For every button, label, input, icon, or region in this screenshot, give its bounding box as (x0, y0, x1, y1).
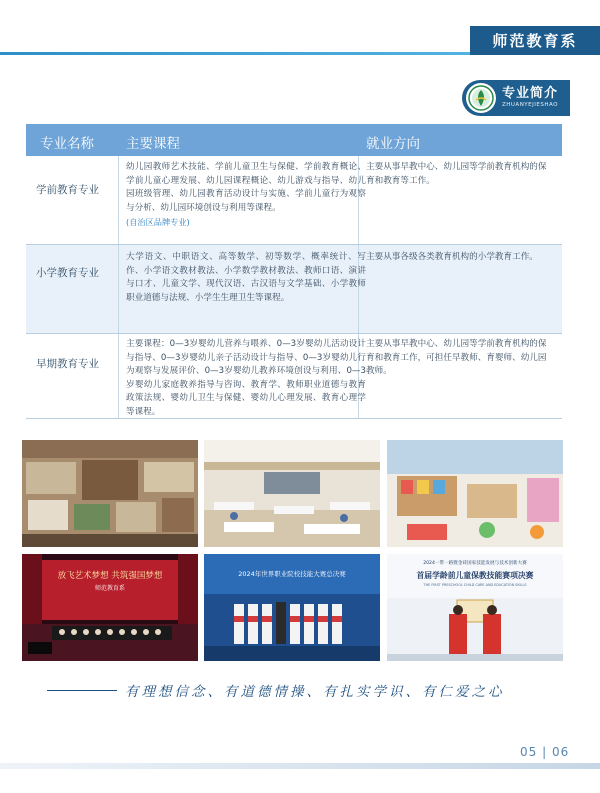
table-row (26, 245, 562, 334)
table-row (26, 334, 562, 419)
section-badge (462, 80, 570, 116)
program-name: 早期教育专业 (36, 358, 99, 370)
award-banner-main: 首届学龄前儿童保教技能赛项决赛 (416, 571, 534, 580)
concert-banner-subtext: 师范教育系 (94, 585, 126, 592)
department-tab (470, 26, 600, 55)
program-courses (126, 161, 366, 230)
program-career: 主要从事早教中心、幼儿园等学前教育机构的保育和教育工作，可担任早教师、育婴师、幼儿园教师。 (366, 339, 547, 377)
program-career: 主要从事各级各类教育机构的小学教育工作。 (366, 252, 538, 262)
brand-program-tag: (自治区品牌专业) (126, 217, 190, 228)
program-career: 主要从事早教中心、幼儿园等学前教育机构的保育和教育等工作。 (366, 162, 547, 186)
courses-text: 幼儿园教师艺术技能、学前儿童卫生与保健、学前教育概论、学前儿童心理发展、幼儿园课程概论、幼儿游戏与指导、幼儿园班级管理、幼儿园教育活动设计与实施、学前儿童行为观察与分析、幼儿园环境创设与利用等课程。 (126, 162, 366, 213)
art-wall-photo (22, 440, 198, 547)
footer-bar (0, 763, 600, 769)
school-motto: 有理想信念、有道德情操、有扎实学识、有仁爱之心 (125, 684, 505, 700)
header-career: 就业方向 (366, 136, 420, 152)
school-logo-icon (466, 83, 496, 113)
concert-stage-photo (22, 554, 198, 661)
table-header (26, 124, 562, 156)
badge-title: 专业简介 (502, 86, 559, 102)
award-banner-en: THE FIRST PRESCHOOL CHILD CARE AND EDUCATION SKILLS (423, 583, 527, 587)
header-name: 专业名称 (40, 136, 94, 152)
concert-banner-text: 放飞艺术梦想 共筑强国梦想 (57, 571, 163, 581)
award-banner-top: 2024一带一路暨金砖国家技能发展与技术创新大赛 (423, 561, 527, 566)
program-courses: 大学语文、中职语文、高等数学、初等数学、概率统计、写作、小学语文教材教法、小学数学教材教法、教师口语、演讲与口才、儿童文学、现代汉语、古汉语与文学基础、小学教师职业道德与法规、小学生生理卫生等课程。 (126, 252, 366, 303)
program-table (26, 124, 562, 419)
header-courses: 主要课程 (126, 136, 180, 152)
play-room-photo (387, 440, 563, 547)
award-photo (387, 554, 563, 661)
photo-gallery (22, 440, 563, 684)
department-title: 师范教育系 (492, 32, 578, 50)
program-name: 学前教育专业 (36, 184, 99, 196)
program-name: 小学教育专业 (36, 267, 99, 279)
motto-divider (47, 690, 117, 691)
competition-banner-text: 2024年世界职业院校技能大赛总决赛 (238, 570, 346, 578)
badge-subtitle: ZHUANYEJIESHAO (502, 102, 558, 109)
competition-group-photo (204, 554, 380, 661)
classroom-photo (204, 440, 380, 547)
header-accent-line (0, 52, 470, 55)
table-row (26, 156, 562, 245)
program-courses: 主要课程：0—3岁婴幼儿营养与喂养、0—3岁婴幼儿活动设计与指导、0—3岁婴幼儿亲子活动设计与指导、0—3岁婴幼儿行为观察与发展评价、0—3岁婴幼儿教养环境创设与利用、0—3岁婴幼儿家庭教养指导与咨询、教育学、教师职业道德与教育政策法规、婴幼儿卫生与保健、婴幼儿心理发展、教育心理学等课程。 (126, 339, 366, 417)
page-number: 05 | 06 (520, 745, 570, 759)
